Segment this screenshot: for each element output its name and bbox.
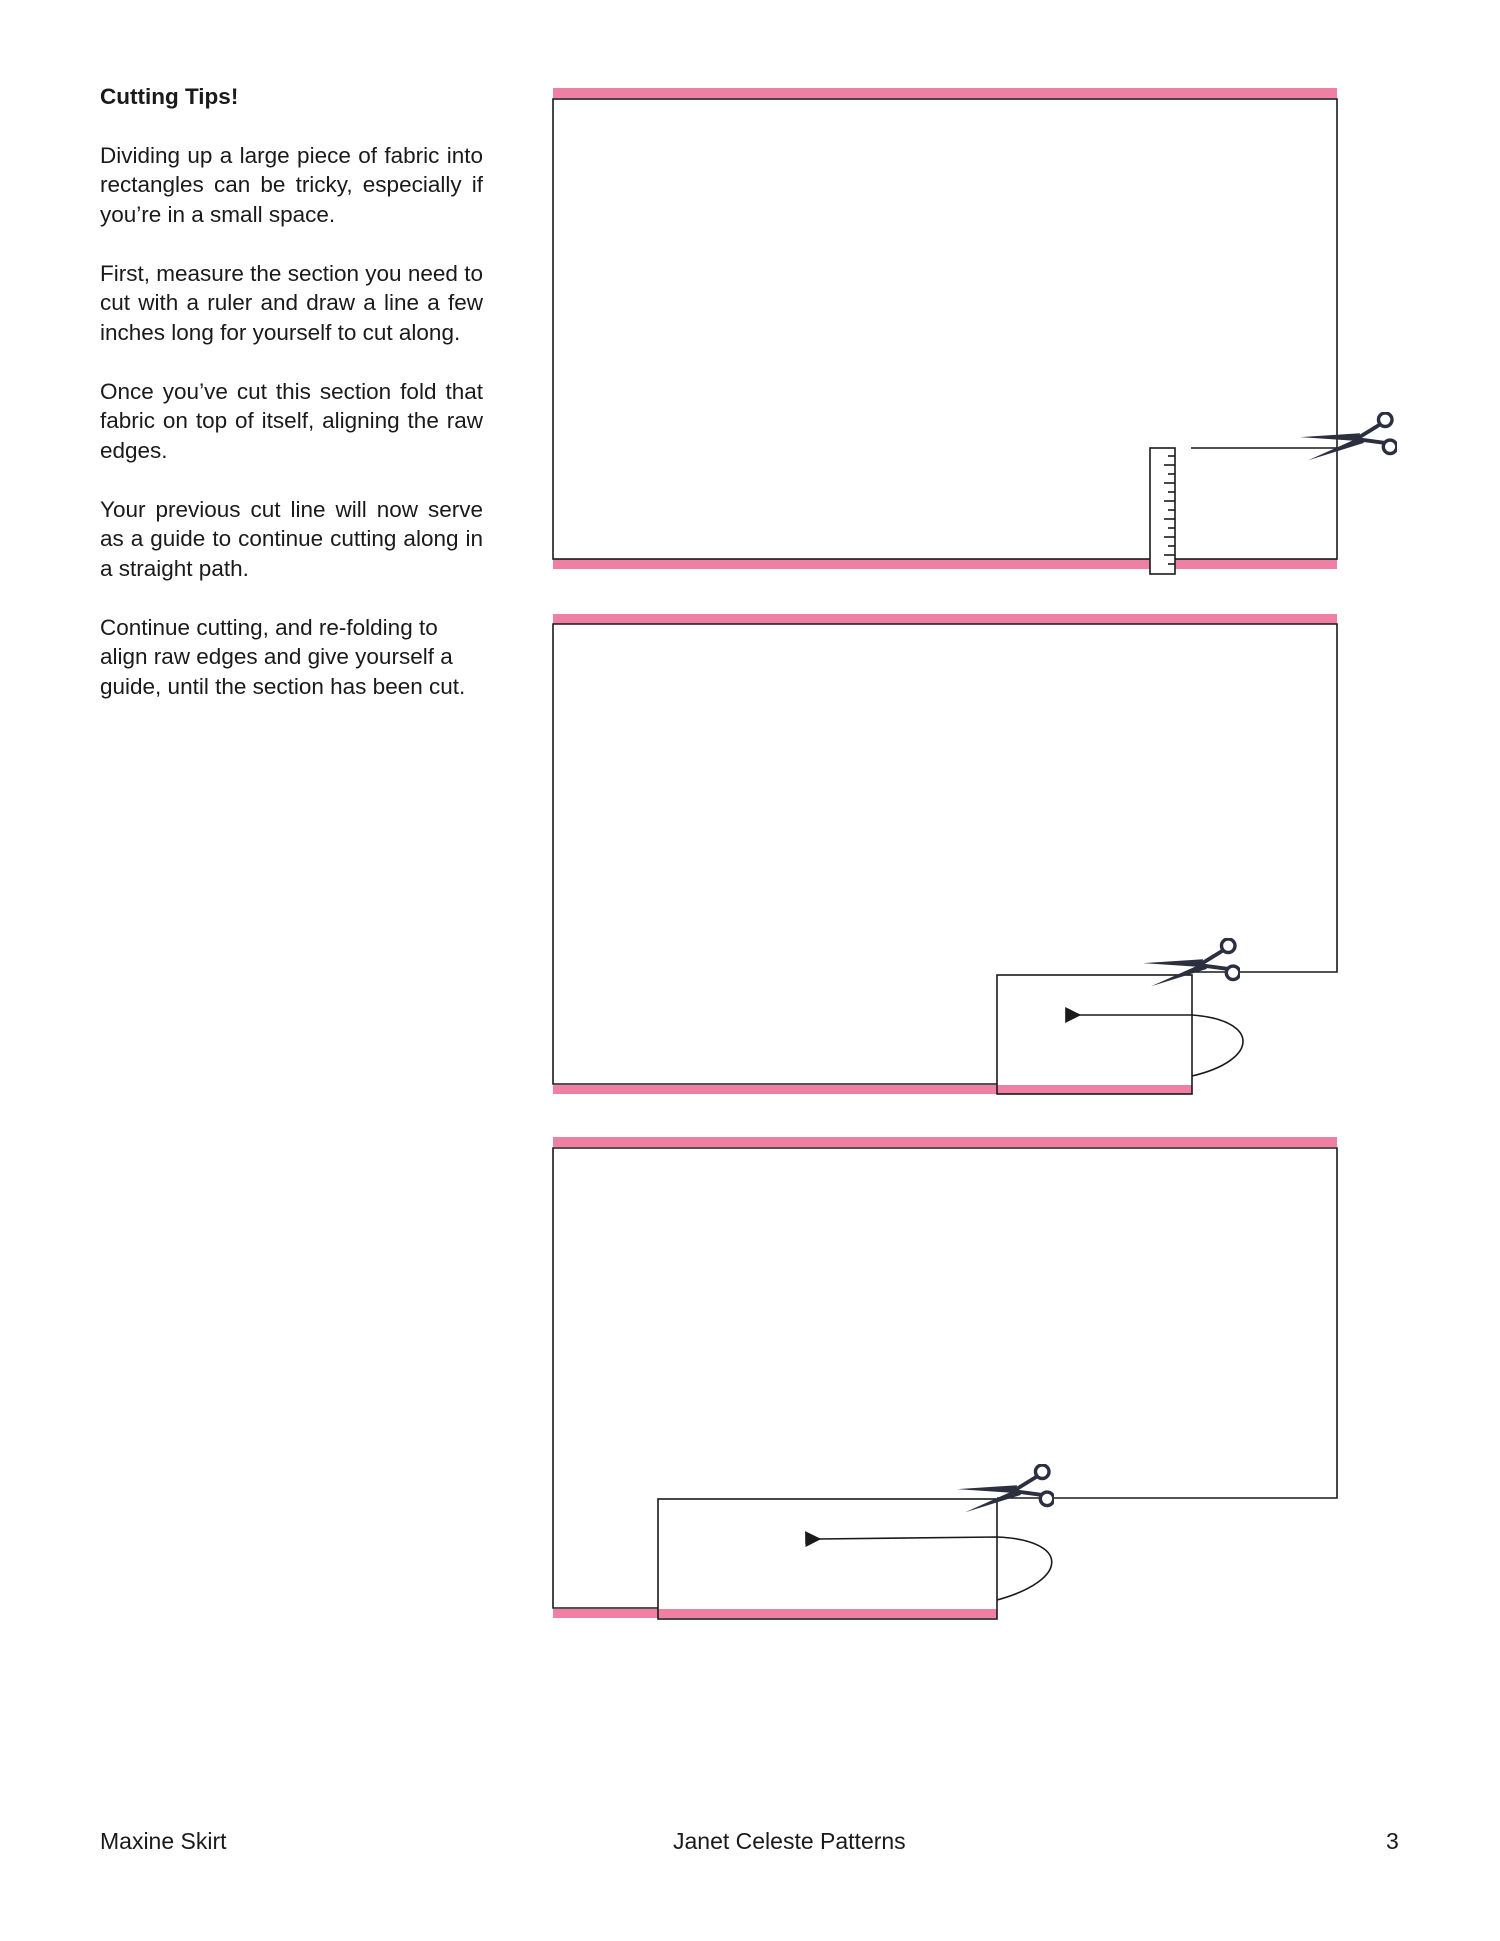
selvage-bottom xyxy=(553,1085,1192,1094)
folded-fabric xyxy=(658,1499,997,1619)
fold-arrow-icon xyxy=(818,1537,1052,1600)
step-1-panel xyxy=(553,88,1397,574)
tip-paragraph: Continue cutting, and re-folding to align raw edges and give yourself a guide, until the section has been cut. xyxy=(100,614,466,699)
fabric-outline xyxy=(553,624,1337,1084)
scissors-icon xyxy=(1300,413,1397,460)
fabric-outline xyxy=(553,99,1337,559)
selvage-top xyxy=(553,1137,1337,1147)
step-3-panel xyxy=(553,1137,1337,1619)
footer-brand: Janet Celeste Patterns xyxy=(673,1828,906,1854)
tip-paragraph: Dividing up a large piece of fabric into rectangles can be tricky, especially if you’re in a small space. xyxy=(100,142,483,227)
folded-fabric xyxy=(997,975,1192,1094)
ruler-icon xyxy=(1150,448,1175,574)
tip-paragraph: Once you’ve cut this section fold that fabric on top of itself, aligning the raw edges. xyxy=(100,378,483,463)
page-number: 3 xyxy=(1386,1828,1399,1854)
selvage-bottom xyxy=(553,559,1337,569)
tip-paragraph: Your previous cut line will now serve as a guide to continue cutting along in a straight path. xyxy=(100,496,483,581)
tip-paragraph: First, measure the section you need to cut with a ruler and draw a line a few inches long for yourself to cut along. xyxy=(100,260,483,345)
selvage-top xyxy=(553,88,1337,98)
footer-title: Maxine Skirt xyxy=(100,1828,227,1854)
fabric-outline xyxy=(553,1148,1337,1608)
scissors-icon xyxy=(957,1465,1054,1512)
selvage-bottom xyxy=(553,1609,997,1618)
tips-title: Cutting Tips! xyxy=(100,84,239,109)
step-2-panel xyxy=(553,614,1337,1094)
selvage-top xyxy=(553,614,1337,624)
fold-arrow-icon xyxy=(1078,1015,1243,1076)
